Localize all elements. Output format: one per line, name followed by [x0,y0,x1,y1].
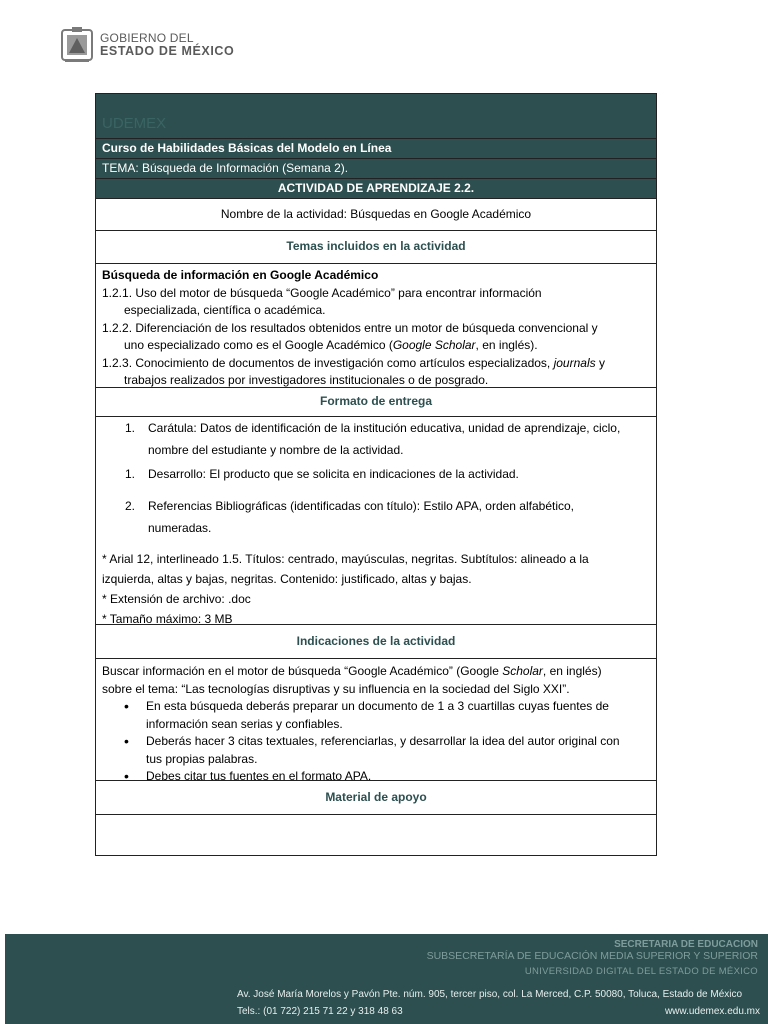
instruction-bullet-1: • En esta búsqueda deberás preparar un documento de 1 a 3 cuartillas cuyas fuentes de información sean serias y confiables. [102,698,650,733]
logo-line2: ESTADO DE MÉXICO [100,44,235,58]
instructions-paragraph-1: Buscar información en el motor de búsqueda “Google Académico” (Google Scholar, en inglés) [102,664,602,678]
topic-item-2: 1.2.2. Diferenciación de los resultados obtenidos entre un motor de búsqueda convencional y [102,320,598,335]
government-logo [60,26,234,64]
footer-address: Av. José María Morelos y Pavón Pte. núm. 905, tercer piso, col. La Merced, C.P. 50080, Toluca, Estado de México [237,989,743,1000]
topic-item-1: 1.2.1. Uso del motor de búsqueda “Google Académico” para encontrar información [102,285,542,300]
topic-item-2-cont: uno especializado como es el Google Académico (Google Scholar, en inglés). [124,338,538,352]
footer-website-link[interactable]: www.udemex.edu.mx [664,1006,760,1017]
topics-heading: Temas incluidos en la actividad [96,231,656,264]
material-heading: Material de apoyo [96,781,656,815]
instruction-bullet-3: • Debes citar tus fuentes en el formato APA. [102,768,650,786]
topics-title: Búsqueda de información en Google Académico [102,268,379,282]
instructions-paragraph-2: sobre el tema: “Las tecnologías disruptivas y su influencia en la sociedad del Siglo XXI”. [102,681,570,696]
activity-table [95,93,657,856]
format-item-references: 2. Referencias Bibliográficas (identificadas con título): Estilo APA, orden alfabético, numeradas. [125,499,574,535]
format-note-style-2: izquierda, altas y bajas, negritas. Contenido: justificado, altas y bajas. [102,572,472,586]
instructions-heading: Indicaciones de la actividad [96,625,656,659]
topic-title: TEMA: Búsqueda de Información (Semana 2). [96,159,656,179]
format-note-size: * Tamaño máximo: 3 MB [102,612,233,626]
instructions-section [96,659,656,781]
footer-phone: Tels.: (01 722) 215 71 22 y 318 48 63 [237,1006,403,1017]
footer-subsecretaria: SUBSECRETARÍA DE EDUCACIÓN MEDIA SUPERIOR Y SUPERIOR [426,950,758,962]
topics-section [96,264,656,388]
format-note-extension: * Extensión de archivo: .doc [102,592,251,606]
org-row [96,94,656,139]
footer-secretaria: SECRETARIA DE EDUCACION [614,939,758,950]
format-item-development: 1. Desarrollo: El producto que se solicita en indicaciones de la actividad. [125,467,519,481]
format-item-cover: 1. Carátula: Datos de identificación de la institución educativa, unidad de aprendizaje, ciclo, nombre del estudiante y nombre de la actividad. [125,421,621,457]
format-note-style-1: * Arial 12, interlineado 1.5. Títulos: centrado, mayúsculas, negritas. Subtítulos: alineado a la [102,552,589,566]
format-section [96,417,656,625]
footer [5,934,768,1024]
course-title: Curso de Habilidades Básicas del Modelo en Línea [96,139,656,159]
topic-item-3-cont: trabajos realizados por investigadores institucionales o de posgrado. [124,373,489,387]
format-heading: Formato de entrega [96,388,656,417]
topic-item-3: 1.2.3. Conocimiento de documentos de investigación como artículos especializados, journals y [102,355,605,370]
coat-of-arms-icon [60,26,94,64]
activity-name: Nombre de la actividad: Búsquedas en Google Académico [96,199,656,231]
topic-item-1-cont: especializada, científica o académica. [124,303,326,317]
material-content [96,815,656,856]
footer-university: UNIVERSIDAD DIGITAL DEL ESTADO DE MÉXICO [524,966,758,977]
instruction-bullet-2: • Deberás hacer 3 citas textuales, referenciarlas, y desarrollar la idea del autor original con tus propias palabras. [102,733,650,768]
org-name: UDEMEX [102,115,167,132]
logo-line1: GOBIERNO DEL [100,31,194,45]
activity-title: ACTIVIDAD DE APRENDIZAJE 2.2. [96,179,656,199]
